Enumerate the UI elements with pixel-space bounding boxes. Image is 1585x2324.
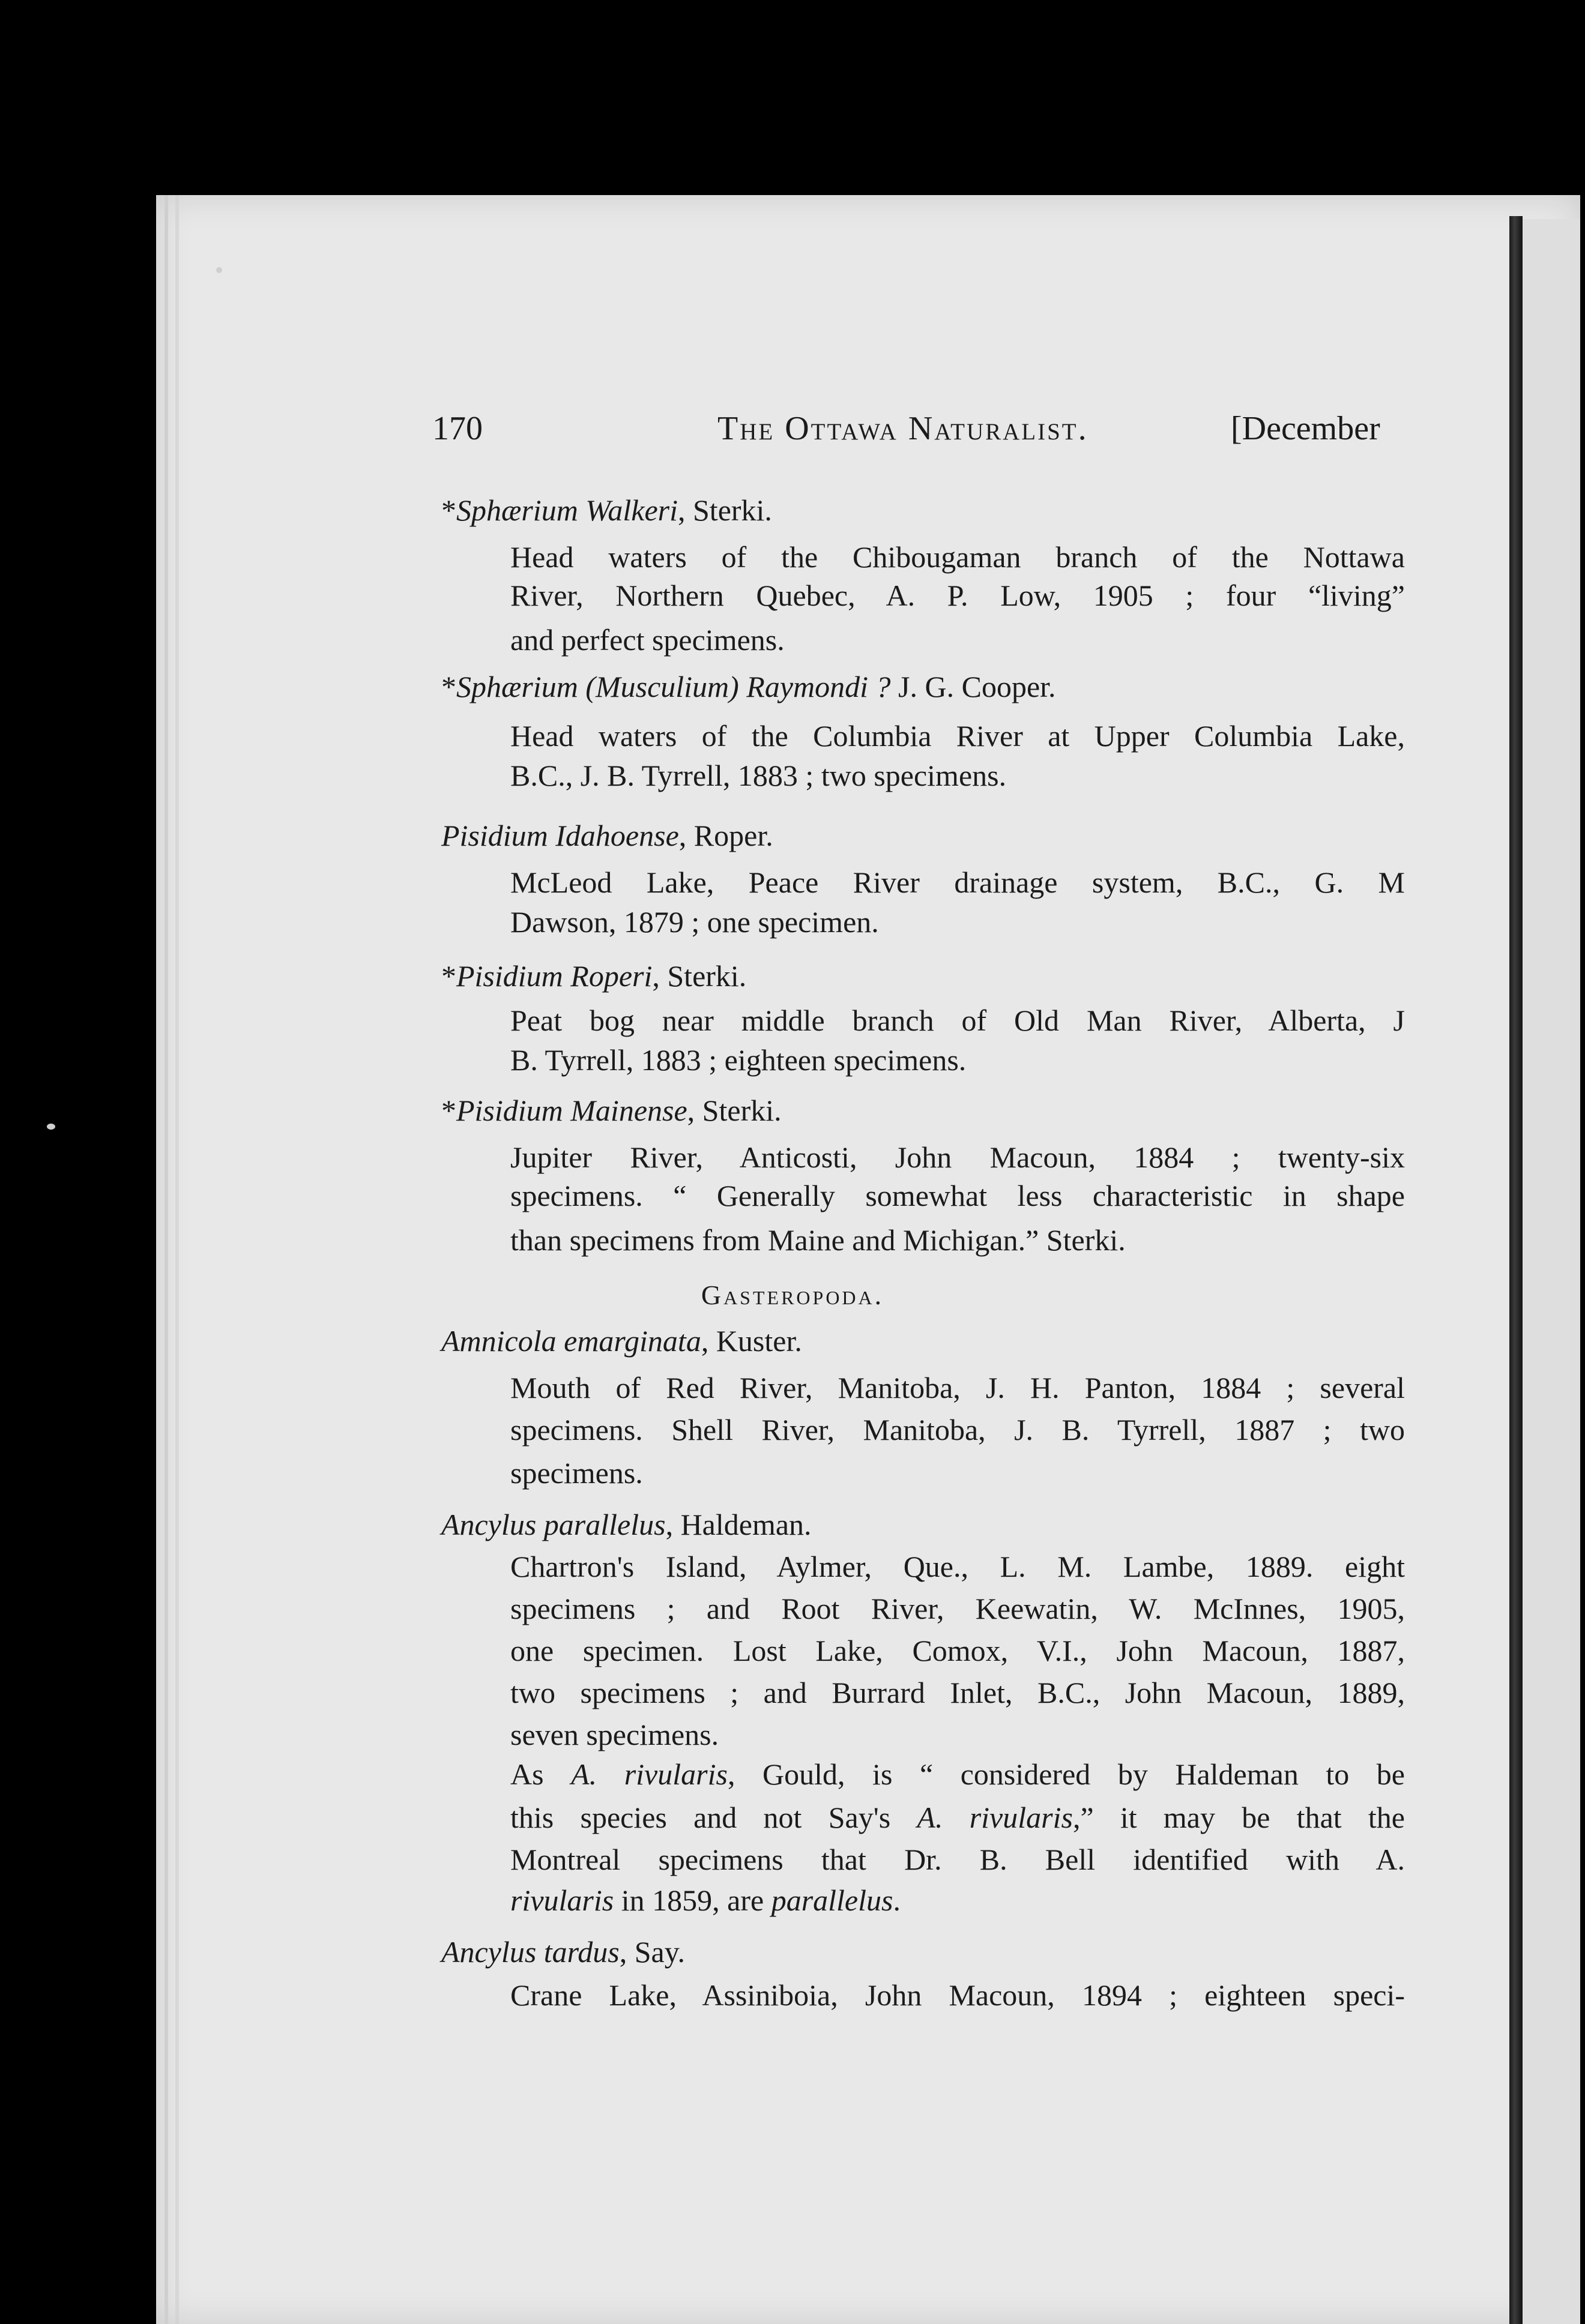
species-authority: , Sterki. xyxy=(687,1094,782,1127)
entry-text-line: Chartron's Island, Aylmer, Que., L. M. Lambe, 1889. eight xyxy=(510,1550,1405,1583)
entry-text-line: Dawson, 1879 ; one specimen. xyxy=(510,905,879,939)
species-authority: , Say. xyxy=(619,1935,685,1969)
note-line: Montreal specimens that Dr. B. Bell identified with A. xyxy=(510,1843,1405,1876)
species-authority: , Kuster. xyxy=(701,1324,802,1358)
note-text: this species and not Say's xyxy=(510,1801,917,1834)
entry-text-line: Head waters of the Chibougaman branch of the Nottawa xyxy=(510,540,1405,574)
entry-text-line: River, Northern Quebec, A. P. Low, 1905 ; four “living” xyxy=(510,579,1405,612)
note-text: . xyxy=(893,1883,901,1917)
species-name: Pisidium Idahoense xyxy=(441,819,679,852)
note-text: ,” it may be that the xyxy=(1072,1801,1405,1834)
entry-text-line: Mouth of Red River, Manitoba, J. H. Panton, 1884 ; several xyxy=(510,1371,1405,1404)
entry-text-line: and perfect specimens. xyxy=(510,623,785,657)
entry-text-line: B.C., J. B. Tyrrell, 1883 ; two specimens. xyxy=(510,759,1007,792)
species-heading xyxy=(441,1323,802,1359)
entry-text-line: Crane Lake, Assiniboia, John Macoun, 1894 ; eighteen speci- xyxy=(510,1978,1405,2012)
book-spine-shadow xyxy=(1509,216,1523,2324)
star-mark: * xyxy=(441,493,456,527)
species-authority: J. G. Cooper. xyxy=(890,670,1056,703)
note-line xyxy=(510,1756,1405,1792)
note-text: As xyxy=(510,1757,572,1791)
journal-title: The Ottawa Naturalist. xyxy=(717,410,1088,447)
species-name: Pisidium Mainense xyxy=(456,1094,687,1127)
note-italic: A. rivularis xyxy=(571,1757,728,1791)
facing-page-edge xyxy=(1523,219,1580,2324)
section-heading: Gasteropoda. xyxy=(701,1280,884,1310)
note-text: , Gould, is “ considered by Haldeman to be xyxy=(727,1757,1405,1791)
species-name: Ancylus parallelus xyxy=(441,1508,666,1541)
species-heading xyxy=(441,1507,812,1543)
species-heading xyxy=(441,1092,782,1128)
star-mark: * xyxy=(441,959,456,993)
species-name: Pisidium Roperi xyxy=(456,959,653,993)
dust-speck xyxy=(47,1124,55,1130)
entry-text-line: seven specimens. xyxy=(510,1718,719,1751)
species-authority: , Haldeman. xyxy=(665,1508,812,1541)
entry-text-line: B. Tyrrell, 1883 ; eighteen specimens. xyxy=(510,1043,967,1077)
species-name: Sphærium Walkeri xyxy=(456,493,678,527)
note-italic: rivularis xyxy=(510,1883,614,1917)
species-heading xyxy=(441,669,1056,705)
note-text: in 1859, are xyxy=(614,1883,771,1917)
entry-text-line: than specimens from Maine and Michigan.” Sterki. xyxy=(510,1223,1126,1257)
entry-text-line: specimens. “ Generally somewhat less characteristic in shape xyxy=(510,1179,1405,1212)
species-authority: , Roper. xyxy=(678,819,773,852)
note-italic: parallelus xyxy=(771,1883,893,1917)
star-mark: * xyxy=(441,670,456,703)
paper-edge xyxy=(165,195,168,2324)
species-authority: , Sterki. xyxy=(678,493,772,527)
entry-text-line: Peat bog near middle branch of Old Man River, Alberta, J xyxy=(510,1004,1405,1037)
species-name: Amnicola emarginata xyxy=(441,1324,701,1358)
species-heading xyxy=(441,492,772,528)
species-heading xyxy=(441,1934,685,1970)
note-line xyxy=(510,1799,1405,1835)
entry-text-line: one specimen. Lost Lake, Comox, V.I., John Macoun, 1887, xyxy=(510,1634,1405,1667)
species-name: Ancylus tardus xyxy=(441,1935,620,1969)
running-header xyxy=(432,409,1393,457)
species-name: Sphærium (Musculium) Raymondi ? xyxy=(456,670,891,703)
paper-edge xyxy=(175,195,179,2324)
species-authority: , Sterki. xyxy=(652,959,747,993)
note-line xyxy=(510,1882,1405,1918)
dust-speck xyxy=(216,267,222,273)
species-heading xyxy=(441,817,773,853)
entry-text-line: Head waters of the Columbia River at Upper Columbia Lake, xyxy=(510,719,1405,753)
page-number: 170 xyxy=(432,410,483,447)
species-heading xyxy=(441,958,746,994)
entry-text-line: Jupiter River, Anticosti, John Macoun, 1884 ; twenty-six xyxy=(510,1140,1405,1174)
month-label: [December xyxy=(1231,410,1380,447)
note-italic: A. rivularis xyxy=(917,1801,1073,1834)
entry-text-line: specimens. Shell River, Manitoba, J. B. Tyrrell, 1887 ; two xyxy=(510,1413,1405,1446)
entry-text-line: two specimens ; and Burrard Inlet, B.C., John Macoun, 1889, xyxy=(510,1676,1405,1709)
entry-text-line: McLeod Lake, Peace River drainage system, B.C., G. M xyxy=(510,865,1405,899)
entry-text-line: specimens. xyxy=(510,1456,643,1490)
entry-text-line: specimens ; and Root River, Keewatin, W. McInnes, 1905, xyxy=(510,1592,1405,1625)
star-mark: * xyxy=(441,1094,456,1127)
